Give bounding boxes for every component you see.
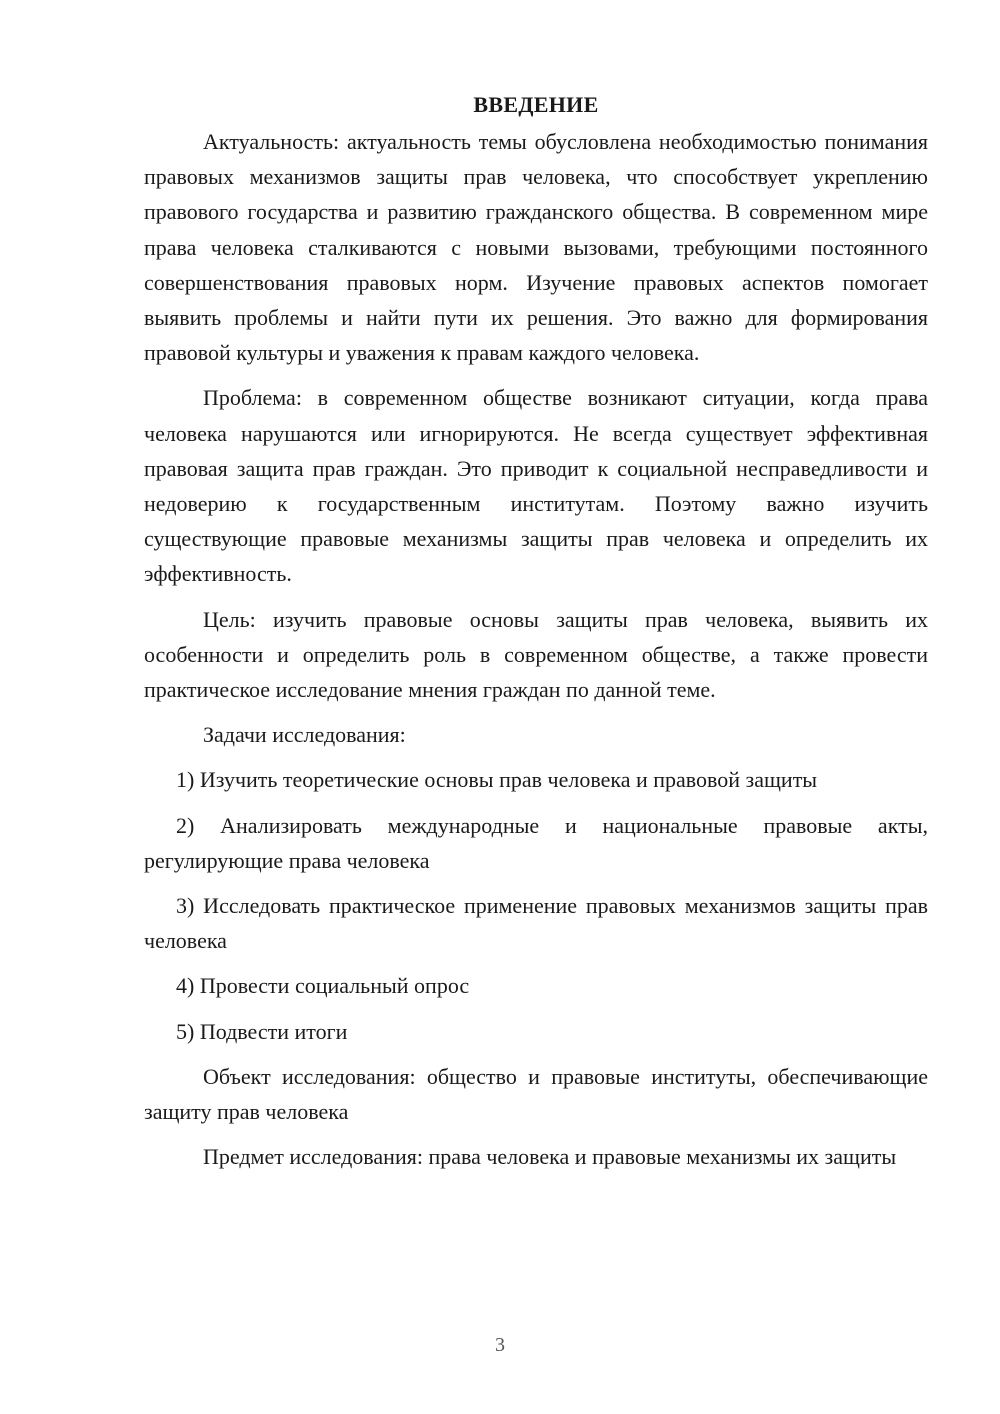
goal-paragraph: Цель: изучить правовые основы защиты прав человека, выявить их особенности и определить роль в современном обществе, а также провести практическое исследование мнения граждан по данной теме. [144, 606, 928, 703]
relevance-paragraph: Актуальность: актуальность темы обусловлена необходимостью понимания правовых механизмов защиты прав человека, что способствует укреплению правового государства и развитию гражданского общества. В современном мире права человека сталкиваются с новыми вызовами, требующими постоянного совершенствования правовых норм. Изучение правовых аспектов помогает выявить проблемы и найти пути их решения. Это важно для формирования правовой культуры и уважения к правам каждого человека. [144, 129, 928, 366]
page-number: 3 [495, 1334, 505, 1356]
section-title: ВВЕДЕНИЕ [473, 92, 599, 117]
task-item-4: 4) Провести социальный опрос [176, 973, 470, 999]
task-item-1: 1) Изучить теоретические основы прав человека и правовой защиты [176, 767, 818, 793]
task-item-2: 2) Анализировать международные и национальные правовые акты, регулирующие права человека [144, 812, 928, 873]
page-content [144, 88, 928, 1184]
problem-paragraph: Проблема: в современном обществе возникают ситуации, когда права человека нарушаются или игнорируются. Не всегда существует эффективная правовая защита прав граждан. Это приводит к социальной несправедливости и недоверию к государственным институтам. Поэтому важно изучить существующие правовые механизмы защиты прав человека и определить их эффективность. [144, 385, 928, 587]
tasks-heading: Задачи исследования: [203, 722, 406, 748]
object-paragraph: Объект исследования: общество и правовые институты, обеспечивающие защиту прав человека [144, 1063, 928, 1125]
subject-paragraph: Предмет исследования: права человека и правовые механизмы их защиты [203, 1144, 897, 1170]
task-item-5: 5) Подвести итоги [176, 1018, 348, 1044]
task-item-3: 3) Исследовать практическое применение правовых механизмов защиты прав человека [144, 893, 928, 954]
